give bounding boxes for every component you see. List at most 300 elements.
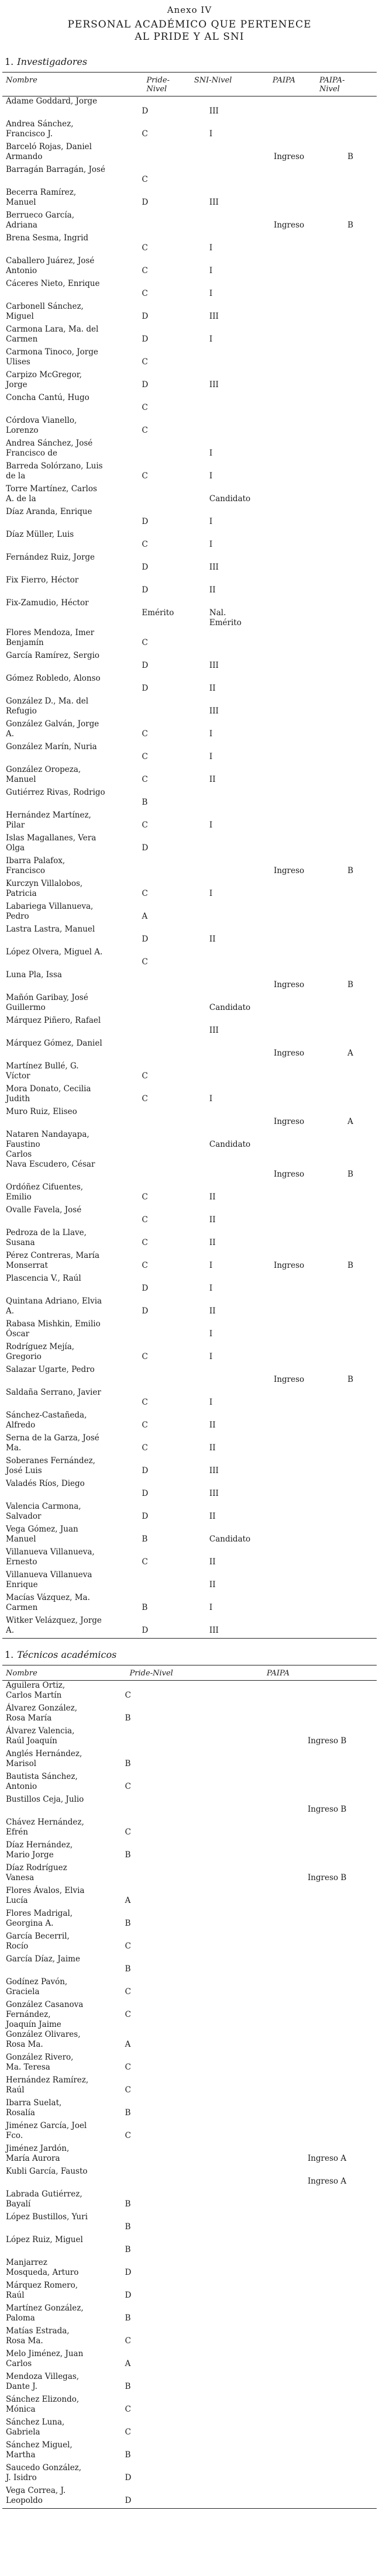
table-row	[2, 2167, 377, 2189]
table-row	[2, 856, 377, 879]
cell-name: Díaz Müller, Luis	[6, 529, 74, 539]
cell-name: Fix-Zamudio, Héctor	[6, 598, 89, 608]
cell-paipa	[255, 598, 315, 628]
cell-paipa-nivel	[315, 233, 377, 256]
table-row	[2, 302, 377, 325]
cell-paipa-nivel: B	[347, 865, 353, 875]
cell-sni-nivel: II	[209, 1580, 216, 1589]
cell-pride-nivel: D	[142, 1306, 149, 1316]
cell-pride-nivel: C	[142, 1397, 148, 1407]
table-row	[2, 1228, 377, 1251]
cell-name: Sánchez-Castañeda, Alfredo	[6, 1410, 87, 1430]
cell-sni-nivel	[190, 347, 255, 370]
cell-paipa-nivel	[315, 1342, 377, 1365]
cell-pride-nivel: B	[125, 1964, 131, 1974]
section-tecnicos-heading	[5, 1649, 379, 1660]
cell-pride-nivel	[105, 993, 189, 1016]
cell-paipa-nivel	[315, 765, 377, 788]
cell-name: Pedroza de la Llave, Susana	[6, 1227, 87, 1247]
table-row	[2, 788, 377, 811]
table-row	[2, 2440, 377, 2463]
cell-paipa: Ingreso A	[307, 2176, 347, 2186]
cell-paipa	[255, 1205, 315, 1228]
table-row	[2, 1547, 377, 1570]
cell-name: Flores Mendoza, Imer Benjamín	[6, 627, 95, 647]
table-row	[2, 628, 377, 651]
cell-pride-nivel	[105, 142, 189, 165]
cell-sni-nivel	[190, 142, 255, 165]
cell-pride-nivel: D	[142, 334, 149, 344]
cell-sni-nivel: II	[209, 1511, 216, 1521]
cell-sni-nivel	[190, 211, 255, 233]
cell-sni-nivel: II	[209, 585, 216, 595]
cell-paipa	[255, 302, 315, 325]
cell-paipa: Ingreso A	[307, 2153, 347, 2163]
cell-name: Kurczyn Villalobos, Patricia	[6, 878, 83, 898]
table-row	[2, 598, 377, 628]
section-investigadores-heading	[5, 56, 379, 67]
cell-paipa-nivel: B	[347, 1374, 353, 1384]
cell-paipa-nivel	[315, 256, 377, 279]
cell-pride-nivel	[105, 439, 189, 461]
cell-name: Labariega Villanueva, Pedro	[6, 901, 94, 921]
table-header-row	[2, 1665, 377, 1681]
cell-name: Kubli García, Fausto	[6, 2166, 88, 2176]
table-row	[2, 1411, 377, 1433]
cell-pride-nivel	[105, 1107, 189, 1130]
cell-paipa-nivel	[315, 416, 377, 439]
cell-name: López Ruiz, Miguel	[6, 2234, 83, 2244]
cell-name: Anglés Hernández, Marisol	[6, 1749, 82, 1768]
table-row	[2, 1703, 377, 1726]
cell-paipa-nivel	[315, 370, 377, 393]
cell-paipa-nivel	[315, 1433, 377, 1456]
table-row	[2, 575, 377, 598]
cell-sni-nivel	[190, 416, 255, 439]
cell-paipa-nivel	[315, 1319, 377, 1342]
cell-paipa-nivel	[315, 507, 377, 530]
cell-paipa	[173, 2326, 377, 2349]
cell-pride-nivel: C	[142, 729, 148, 739]
cell-name: Ordóñez Cifuentes, Emilio	[6, 1182, 84, 1202]
cell-paipa	[255, 788, 315, 811]
cell-pride-nivel: B	[125, 2108, 131, 2118]
cell-paipa: Ingreso	[274, 1169, 305, 1179]
cell-pride-nivel	[105, 1160, 189, 1182]
cell-name: Saucedo González, J. Isidro	[6, 2463, 82, 2482]
cell-pride-nivel: C	[142, 774, 148, 784]
cell-name: Muro Ruiz, Eliseo	[6, 1106, 77, 1116]
table-row	[2, 2098, 377, 2121]
cell-pride-nivel: C	[125, 2130, 131, 2140]
cell-paipa-nivel	[315, 1547, 377, 1570]
cell-pride-nivel: D	[125, 2472, 132, 2482]
cell-name: Mora Donato, Cecilia Judith	[6, 1084, 91, 1103]
cell-paipa	[173, 2281, 377, 2303]
cell-paipa	[255, 1547, 315, 1570]
table-row	[2, 165, 377, 188]
cell-paipa-nivel	[315, 1388, 377, 1411]
table-row	[2, 1039, 377, 1061]
cell-pride-nivel: C	[125, 2009, 131, 2019]
cell-name: Díaz Aranda, Enrique	[6, 506, 92, 516]
cell-sni-nivel	[190, 393, 255, 416]
cell-name: Gómez Robledo, Alonso	[6, 673, 101, 683]
cell-paipa	[255, 1502, 315, 1525]
cell-pride-nivel: C	[142, 174, 148, 184]
cell-name: Berrueco García, Adriana	[6, 210, 74, 230]
cell-paipa-nivel	[315, 347, 377, 370]
cell-paipa-nivel	[315, 925, 377, 947]
cell-paipa-nivel: A	[347, 1048, 353, 1058]
cell-pride-nivel: C	[125, 2404, 131, 2414]
table-row	[2, 1456, 377, 1479]
cell-paipa-nivel	[315, 1525, 377, 1547]
cell-pride-nivel: C	[142, 425, 148, 435]
cell-pride-nivel: B	[125, 1758, 131, 1768]
cell-paipa	[173, 2418, 377, 2440]
cell-paipa: Ingreso B	[307, 1804, 347, 1814]
cell-pride-nivel: C	[142, 1237, 148, 1247]
cell-sni-nivel: I	[209, 288, 213, 298]
tecnicos-table	[2, 1665, 377, 2509]
section-number: 1.	[5, 1649, 14, 1660]
cell-pride-nivel: D	[125, 2267, 132, 2277]
cell-pride-nivel	[105, 1016, 189, 1039]
cell-pride-nivel	[105, 484, 189, 507]
cell-paipa	[173, 2463, 377, 2486]
cell-paipa	[255, 879, 315, 902]
cell-paipa-nivel	[315, 993, 377, 1016]
cell-pride-nivel: D	[142, 197, 149, 207]
cell-name: Barreda Solórzano, Luis de la	[6, 461, 103, 481]
cell-name: González Oropeza, Manuel	[6, 764, 81, 784]
cell-pride-nivel: B	[125, 1850, 131, 1860]
cell-paipa	[255, 416, 315, 439]
cell-name: Hernández Ramírez, Raúl	[6, 2075, 89, 2095]
cell-paipa-nivel	[315, 1205, 377, 1228]
cell-name: Macías Vázquez, Ma. Carmen	[6, 1592, 90, 1612]
cell-pride-nivel: D	[142, 311, 149, 321]
cell-name: González Marín, Nuria	[6, 742, 97, 751]
cell-pride-nivel: A	[125, 2358, 131, 2368]
table-row	[2, 2258, 377, 2281]
cell-name: Villanueva Villanueva Enrique	[6, 1570, 92, 1589]
table-row	[2, 2418, 377, 2440]
cell-sni-nivel: I	[209, 334, 213, 344]
table-row	[2, 2189, 377, 2212]
cell-paipa	[173, 1977, 377, 2000]
cell-pride-nivel: C	[125, 1781, 131, 1791]
table-row	[2, 1160, 377, 1182]
table-row	[2, 211, 377, 233]
cell-name: Ibarra Palafox, Francisco	[6, 856, 66, 875]
table-row	[2, 765, 377, 788]
cell-name: Álvarez González, Rosa María	[6, 1703, 78, 1723]
cell-paipa	[255, 461, 315, 484]
cell-paipa	[255, 1061, 315, 1084]
cell-name: Concha Cantú, Hugo	[6, 392, 89, 402]
cell-sni-nivel: I	[209, 265, 213, 275]
cell-paipa	[255, 575, 315, 598]
cell-sni-nivel: III	[209, 1025, 219, 1035]
cell-paipa: Ingreso B	[307, 1736, 347, 1746]
header-paipa: PAIPA	[255, 73, 315, 96]
table-row	[2, 1061, 377, 1084]
table-row	[2, 279, 377, 302]
table-row	[2, 947, 377, 970]
cell-pride-nivel: D	[125, 2290, 132, 2300]
cell-sni-nivel: I	[209, 471, 213, 481]
cell-pride-nivel: C	[125, 2062, 131, 2072]
cell-paipa	[255, 674, 315, 696]
cell-paipa-nivel	[315, 788, 377, 811]
table-row	[2, 902, 377, 925]
cell-name: Aguilera Ortiz, Carlos Martín	[6, 1681, 66, 1700]
cell-paipa	[255, 1616, 315, 1639]
table-row	[2, 2395, 377, 2418]
cell-pride-nivel: B	[125, 2313, 131, 2323]
table-row	[2, 970, 377, 993]
cell-sni-nivel	[190, 970, 255, 993]
cell-name: Carpizo McGregor, Jorge	[6, 370, 82, 389]
cell-name: Andrea Sánchez, José Francisco de	[6, 438, 93, 458]
cell-name: Rabasa Mishkin, Emilio Óscar	[6, 1319, 101, 1339]
cell-paipa	[255, 696, 315, 719]
cell-name: Lastra Lastra, Manuel	[6, 924, 95, 934]
cell-paipa-nivel	[315, 598, 377, 628]
table-row	[2, 1365, 377, 1388]
document-title	[0, 19, 379, 43]
cell-sni-nivel	[190, 1365, 255, 1388]
cell-name: Ovalle Favela, José	[6, 1205, 82, 1215]
cell-sni-nivel: II	[209, 1420, 216, 1430]
cell-pride-nivel: C	[142, 1351, 148, 1361]
cell-paipa	[255, 925, 315, 947]
table-row	[2, 1016, 377, 1039]
cell-paipa	[173, 1749, 377, 1772]
cell-paipa-nivel	[315, 119, 377, 142]
table-row	[2, 993, 377, 1016]
cell-paipa	[255, 165, 315, 188]
table-row	[2, 1726, 377, 1749]
table-row	[2, 1274, 377, 1296]
cell-paipa	[255, 119, 315, 142]
table-row	[2, 925, 377, 947]
cell-name: Martínez González, Paloma	[6, 2303, 84, 2323]
cell-pride-nivel	[105, 856, 189, 879]
cell-pride-nivel: C	[142, 1420, 148, 1430]
table-row	[2, 96, 377, 119]
cell-name: Soberanes Fernández, José Luis	[6, 1456, 95, 1475]
table-row	[2, 2121, 377, 2144]
table-row	[2, 2303, 377, 2326]
cell-paipa	[255, 1319, 315, 1342]
header-name: Nombre	[2, 1665, 89, 1681]
cell-pride-nivel	[105, 1039, 189, 1061]
section-title: Investigadores	[17, 56, 88, 67]
table-row	[2, 416, 377, 439]
cell-paipa	[255, 1388, 315, 1411]
cell-paipa	[255, 947, 315, 970]
cell-name: González Rivero, Ma. Teresa	[6, 2052, 74, 2072]
cell-sni-nivel	[190, 1107, 255, 1130]
table-row	[2, 347, 377, 370]
cell-name: Chávez Hernández, Efrén	[6, 1817, 84, 1837]
table-row	[2, 2463, 377, 2486]
cell-name: Saldaña Serrano, Javier	[6, 1387, 101, 1397]
cell-paipa-nivel	[315, 1084, 377, 1107]
cell-pride-nivel: B	[142, 797, 148, 807]
table-row	[2, 1886, 377, 1909]
title-line-2: AL PRIDE Y AL SNI	[135, 31, 244, 43]
cell-paipa	[173, 1703, 377, 1726]
cell-paipa-nivel	[315, 553, 377, 575]
cell-name: Barragán Barragán, José	[6, 164, 105, 174]
cell-name: Gutiérrez Rivas, Rodrigo	[6, 787, 105, 797]
cell-sni-nivel: I	[209, 888, 213, 898]
cell-name: González D., Ma. del Refugio	[6, 696, 89, 716]
cell-sni-nivel: II	[209, 774, 216, 784]
cell-paipa	[255, 188, 315, 211]
cell-paipa-nivel	[315, 96, 377, 119]
cell-sni-nivel: II	[209, 1215, 216, 1225]
cell-name: Sánchez Miguel, Martha	[6, 2440, 73, 2460]
cell-name: Díaz Rodríguez Vanesa	[6, 1863, 67, 1882]
cell-name: García Díaz, Jaime	[6, 1954, 80, 1964]
cell-paipa	[255, 1342, 315, 1365]
table-row	[2, 2281, 377, 2303]
cell-paipa	[255, 1130, 315, 1160]
cell-pride-nivel: D	[142, 562, 149, 572]
cell-paipa-nivel	[315, 719, 377, 742]
cell-sni-nivel: III	[209, 311, 219, 321]
cell-paipa	[173, 2395, 377, 2418]
table-row	[2, 1479, 377, 1502]
cell-pride-nivel: B	[125, 2244, 131, 2254]
cell-paipa	[173, 1886, 377, 1909]
cell-name: Álvarez Valencia, Raúl Joaquín	[6, 1726, 75, 1746]
table-row	[2, 1818, 377, 1840]
cell-sni-nivel	[190, 856, 255, 879]
cell-paipa-nivel	[315, 1616, 377, 1639]
cell-pride-nivel: D	[142, 380, 149, 389]
cell-paipa	[255, 256, 315, 279]
cell-pride-nivel: C	[125, 1987, 131, 1996]
cell-sni-nivel: II	[209, 683, 216, 693]
table-row	[2, 1205, 377, 1228]
cell-paipa	[173, 1954, 377, 1977]
cell-pride-nivel: D	[142, 660, 149, 670]
table-row	[2, 233, 377, 256]
cell-sni-nivel: III	[209, 706, 219, 716]
cell-paipa: Ingreso	[274, 1116, 305, 1126]
table-row	[2, 1182, 377, 1205]
cell-pride-nivel: A	[125, 1895, 131, 1905]
cell-name: Rodríguez Mejía, Gregorio	[6, 1342, 75, 1361]
cell-paipa	[255, 993, 315, 1016]
cell-pride-nivel: C	[125, 2336, 131, 2346]
cell-name: Nava Escudero, César	[6, 1159, 95, 1169]
cell-paipa	[173, 1932, 377, 1954]
cell-sni-nivel: I	[209, 129, 213, 139]
cell-pride-nivel	[105, 970, 189, 993]
cell-pride-nivel: C	[142, 1071, 148, 1081]
table-row	[2, 439, 377, 461]
table-row	[2, 879, 377, 902]
cell-paipa-nivel	[315, 811, 377, 833]
table-row	[2, 651, 377, 674]
cell-paipa-nivel	[315, 325, 377, 347]
cell-paipa-nivel	[315, 439, 377, 461]
cell-pride-nivel: D	[142, 585, 149, 595]
cell-pride-nivel: Emérito	[142, 608, 174, 618]
table-row	[2, 553, 377, 575]
cell-sni-nivel: III	[209, 380, 219, 389]
table-row	[2, 2053, 377, 2075]
cell-pride-nivel	[89, 1795, 173, 1818]
cell-name: Márquez Gómez, Daniel	[6, 1038, 102, 1048]
cell-paipa-nivel: B	[347, 1260, 353, 1270]
table-row	[2, 674, 377, 696]
header-name: Nombre	[2, 73, 105, 96]
table-row	[2, 325, 377, 347]
cell-name: Mendoza Villegas, Dante J.	[6, 2371, 80, 2391]
table-row	[2, 1932, 377, 1954]
cell-pride-nivel: D	[142, 1488, 149, 1498]
cell-name: Manjarrez Mosqueda, Arturo	[6, 2257, 79, 2277]
cell-paipa	[255, 742, 315, 765]
cell-paipa	[173, 2440, 377, 2463]
table-row	[2, 1570, 377, 1593]
cell-name: Jiménez García, Joel Fco.	[6, 2120, 87, 2140]
table-row	[2, 188, 377, 211]
table-row	[2, 2372, 377, 2395]
table-row	[2, 1251, 377, 1274]
cell-name: Quintana Adriano, Elvia A.	[6, 1296, 102, 1316]
cell-paipa-nivel	[315, 674, 377, 696]
cell-sni-nivel: II	[209, 1443, 216, 1453]
table-row	[2, 833, 377, 856]
cell-sni-nivel	[190, 1039, 255, 1061]
table-row	[2, 484, 377, 507]
cell-paipa	[255, 1182, 315, 1205]
table-row	[2, 1525, 377, 1547]
table-row	[2, 2326, 377, 2349]
cell-paipa	[173, 2212, 377, 2235]
cell-sni-nivel: Candidato	[209, 1002, 251, 1012]
cell-sni-nivel: I	[209, 751, 213, 761]
table-row	[2, 1840, 377, 1863]
cell-paipa-nivel	[315, 484, 377, 507]
table-row	[2, 811, 377, 833]
cell-sni-nivel	[190, 902, 255, 925]
cell-sni-nivel: I	[209, 1397, 213, 1407]
cell-paipa	[255, 1274, 315, 1296]
cell-paipa-nivel	[315, 1130, 377, 1160]
cell-pride-nivel: C	[142, 288, 148, 298]
cell-name: Serna de la Garza, José Ma.	[6, 1433, 99, 1453]
cell-paipa	[255, 1479, 315, 1502]
cell-pride-nivel: C	[142, 957, 148, 967]
table-row	[2, 1593, 377, 1616]
cell-name: Bautista Sánchez, Antonio	[6, 1771, 78, 1791]
cell-paipa-nivel	[315, 1182, 377, 1205]
cell-paipa	[255, 1016, 315, 1039]
cell-name: Luna Pla, Issa	[6, 970, 62, 980]
cell-paipa-nivel	[315, 1479, 377, 1502]
cell-paipa-nivel: B	[347, 220, 353, 230]
